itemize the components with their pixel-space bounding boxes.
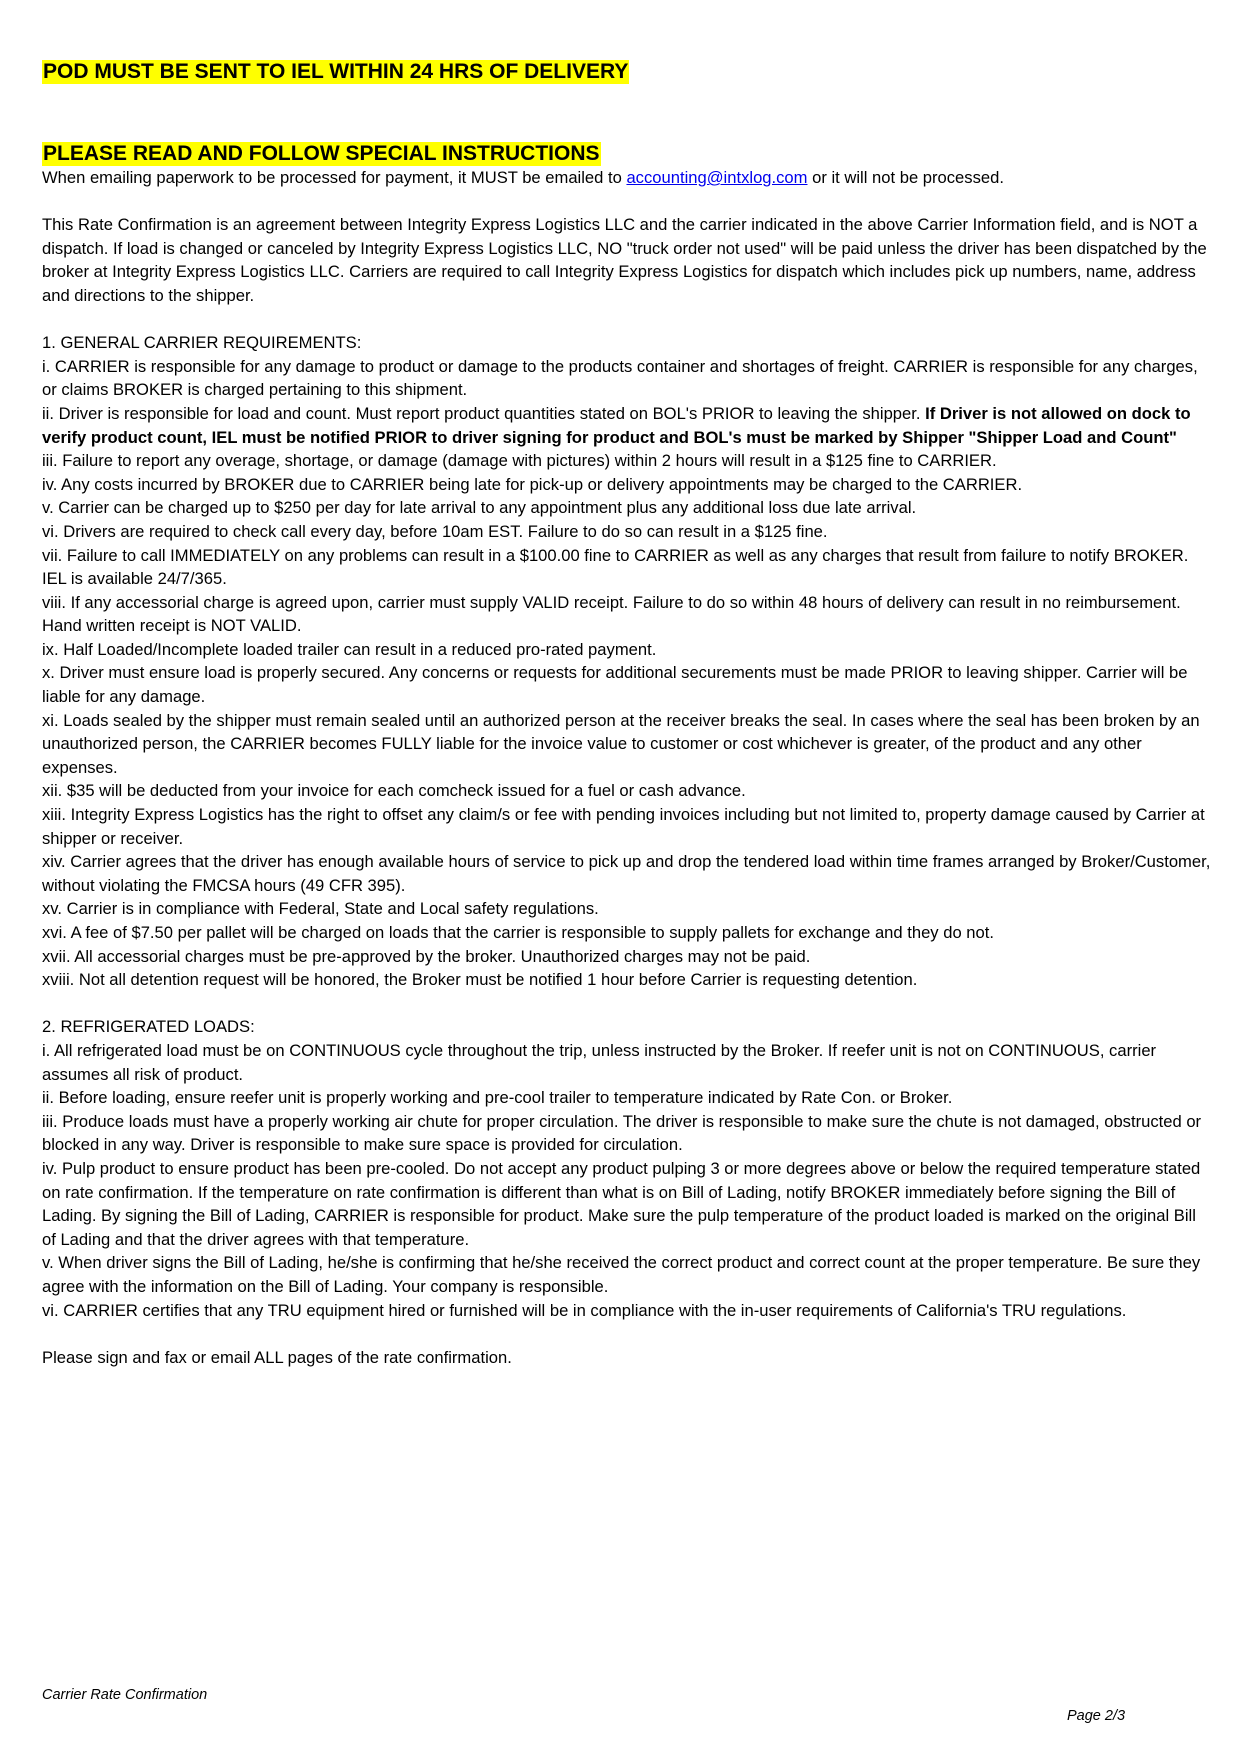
email-instruction bbox=[42, 166, 1212, 190]
special-instructions-title: PLEASE READ AND FOLLOW SPECIAL INSTRUCTIONS bbox=[43, 142, 600, 165]
section1-heading: 1. GENERAL CARRIER REQUIREMENTS: bbox=[42, 333, 362, 353]
agreement-paragraph: This Rate Confirmation is an agreement between Integrity Express Logistics LLC and the carrier indicated in the above Carrier Information field, and is NOT a dispatch. If load is changed or canceled by Integrity Express Logistics LLC, NO "truck order not used" will be paid unless the driver has been dispatched by the broker at Integrity Express Logistics LLC. Carriers are required to call Integrity Express Logistics for dispatch which includes pick up numbers, name, address and directions to the shipper. bbox=[42, 215, 1207, 305]
section1-item-viii: viii. If any accessorial charge is agreed upon, carrier must supply VALID receipt. Failure to do so within 48 hours of delivery can result in no reimbursement. Hand written receipt is NOT VALID. bbox=[42, 592, 1181, 636]
section1-item-i: i. CARRIER is responsible for any damage to product or damage to the products container and shortages of freight. CARRIER is responsible for any charges, or claims BROKER is charged pertaining to this shipment. bbox=[42, 356, 1198, 400]
section1-item-x: x. Driver must ensure load is properly secured. Any concerns or requests for additional securements must be made PRIOR to leaving shipper. Carrier will be liable for any damage. bbox=[42, 663, 1188, 707]
accounting-email-link[interactable]: accounting@intxlog.com bbox=[626, 168, 808, 187]
section1-item-xvi: xvi. A fee of $7.50 per pallet will be charged on loads that the carrier is responsible to supply pallets for exchange and they do not. bbox=[42, 923, 994, 942]
section1-item-vii: vii. Failure to call IMMEDIATELY on any problems can result in a $100.00 fine to CARRIER as well as any charges that result from failure to notify BROKER. IEL is available 24/7/365. bbox=[42, 545, 1189, 589]
footer-page-number: Page 2/3 bbox=[1067, 1708, 1126, 1724]
email-instruction-post: or it will not be processed. bbox=[807, 168, 1004, 187]
section2-item-iv: iv. Pulp product to ensure product has been pre-cooled. Do not accept any product pulping 3 or more degrees above or below the required temperature stated on rate confirmation. If the temperature on rate confirmation is different than what is on Bill of Lading, notify BROKER immediately before signing the Bill of Lading. By signing the Bill of Lading, CARRIER is responsible for product. Make sure the pulp temperature of the product loaded is marked on the original Bill of Lading and that the driver agrees with that temperature. bbox=[42, 1158, 1201, 1249]
pod-notice-title: POD MUST BE SENT TO IEL WITHIN 24 HRS OF DELIVERY bbox=[43, 60, 629, 83]
section1-item-iii: iii. Failure to report any overage, shortage, or damage (damage with pictures) within 2 hours will result in a $125 fine to CARRIER. bbox=[42, 451, 997, 471]
section2-item-vi: vi. CARRIER certifies that any TRU equipment hired or furnished will be in compliance with the in-user requirements of California's TRU regulations. bbox=[42, 1300, 1127, 1320]
email-instruction-pre: When emailing paperwork to be processed for payment, it MUST be emailed to bbox=[42, 168, 627, 187]
section1-item-xviii: xviii. Not all detention request will be honored, the Broker must be notified 1 hour before Carrier is requesting detention. bbox=[42, 970, 918, 990]
section2-heading: 2. REFRIGERATED LOADS: bbox=[42, 1017, 255, 1037]
footer-document-title: Carrier Rate Confirmation bbox=[42, 1687, 208, 1703]
section1-item-xvii: xvii. All accessorial charges must be pre-approved by the broker. Unauthorized charges may not be paid. bbox=[42, 946, 811, 966]
section1-item-ix: ix. Half Loaded/Incomplete loaded trailer can result in a reduced pro-rated payment. bbox=[42, 639, 657, 659]
section1-item-xiv: xiv. Carrier agrees that the driver has enough available hours of service to pick up and drop the tendered load within time frames arranged by Broker/Customer, without violating the FMCSA hours (49 CFR 395). bbox=[42, 852, 1211, 895]
section1-item-iv: iv. Any costs incurred by BROKER due to CARRIER being late for pick-up or delivery appointments may be charged to the CARRIER. bbox=[42, 474, 1023, 494]
closing-instruction: Please sign and fax or email ALL pages of the rate confirmation. bbox=[42, 1347, 512, 1367]
section2-item-ii: ii. Before loading, ensure reefer unit is properly working and pre-cool trailer to temperature indicated by Rate Con. or Broker. bbox=[42, 1088, 953, 1108]
section2-item-i: i. All refrigerated load must be on CONTINUOUS cycle throughout the trip, unless instructed by the Broker. If reefer unit is not on CONTINUOUS, carrier assumes all risk of product. bbox=[42, 1040, 1157, 1084]
section1-item-xv: xv. Carrier is in compliance with Federal, State and Local safety regulations. bbox=[42, 899, 599, 919]
section2-item-iii: iii. Produce loads must have a properly working air chute for proper circulation. The driver is responsible to make sure the chute is not damaged, obstructed or blocked in any way. Driver is responsible to make sure space is provided for circulation. bbox=[42, 1111, 1202, 1155]
section1-item-ii-bold: If Driver is not allowed on dock to verify product count, IEL must be notified PRIOR to driver signing for product and BOL's must be marked by Shipper "Shipper Load and Count" bbox=[42, 403, 1191, 447]
document-body bbox=[42, 60, 1212, 1369]
section1-item-vi: vi. Drivers are required to check call every day, before 10am EST. Failure to do so can result in a $125 fine. bbox=[42, 521, 828, 541]
section1-item-xii: xii. $35 will be deducted from your invoice for each comcheck issued for a fuel or cash advance. bbox=[42, 781, 746, 801]
section1-item-ii-text: ii. Driver is responsible for load and count. Must report product quantities stated on BOL's PRIOR to leaving the shipper. bbox=[42, 403, 926, 423]
section2-item-v: v. When driver signs the Bill of Lading, he/she is confirming that he/she received the correct product and correct count at the proper temperature. Be sure they agree with the information on the Bill of Lading. Your company is responsible. bbox=[42, 1253, 1201, 1296]
section1-item-v: v. Carrier can be charged up to $250 per day for late arrival to any appointment plus any additional loss due late arrival. bbox=[42, 498, 917, 518]
section1-item-ii bbox=[42, 402, 1212, 449]
section1-item-xi: xi. Loads sealed by the shipper must remain sealed until an authorized person at the receiver breaks the seal. In cases where the seal has been broken by an unauthorized person, the CARRIER becomes FULLY liable for the invoice value to customer or cost whichever is greater, of the product and any other expenses. bbox=[42, 710, 1200, 777]
section1-item-xiii: xiii. Integrity Express Logistics has the right to offset any claim/s or fee with pending invoices including but not limited to, property damage caused by Carrier at shipper or receiver. bbox=[42, 805, 1205, 848]
